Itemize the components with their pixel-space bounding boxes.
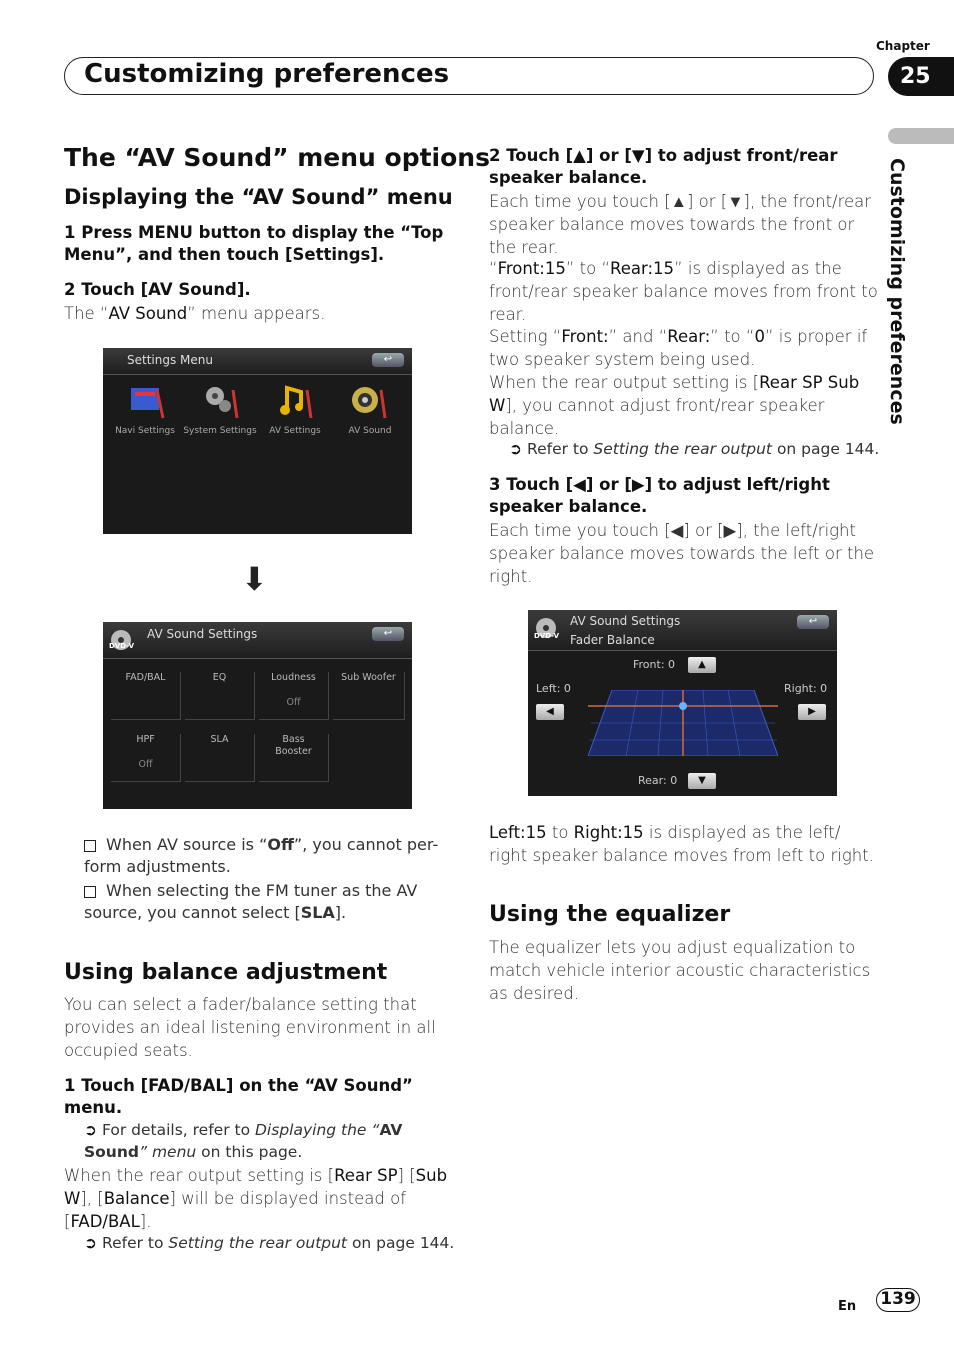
- left-button[interactable]: ◀: [536, 704, 564, 720]
- system-settings-label: System Settings: [183, 426, 257, 436]
- note-bullet-2: When selecting the FM tuner as the AV source, you cannot select [SLA].: [84, 881, 418, 922]
- av-settings-icon[interactable]: [275, 382, 315, 422]
- screen-subtitle: Fader Balance: [570, 633, 655, 647]
- system-settings-icon[interactable]: [201, 382, 241, 422]
- equalizer-text: The equalizer lets you adjust equalization to match vehicle interior acoustic characteristics as desired.: [489, 938, 871, 1003]
- av-sound-settings-screen: [103, 622, 412, 809]
- sla-button[interactable]: SLA: [185, 734, 255, 782]
- balance-ref-1: ➲ For details, refer to Displaying the “AV Sound” menu on this page.: [84, 1121, 403, 1161]
- note-bullet-1: When AV source is “Off”, you cannot per-form adjustments.: [84, 835, 439, 876]
- rear-value: Rear: 0: [638, 774, 678, 787]
- fader-balance-screen: [528, 610, 837, 796]
- right-para-6: Left:15 to Right:15 is displayed as the left/ right speaker balance moves from left to right.: [489, 823, 874, 865]
- balance-step-1: 1 Touch [FAD/BAL] on the “AV Sound” menu.: [64, 1076, 413, 1117]
- left-value: Left: 0: [536, 682, 571, 695]
- screen-title: Settings Menu: [127, 353, 213, 367]
- eq-button[interactable]: EQ: [185, 672, 255, 720]
- back-button[interactable]: ↩: [797, 615, 829, 629]
- right-para-3: Setting “Front:” and “Rear:” to “0” is proper if two speaker system being used.: [489, 327, 868, 369]
- right-para-1: Each time you touch [▲] or [▼], the front/rear speaker balance moves towards the front or the rear.: [489, 192, 872, 257]
- ref-arrow-icon: ➲: [84, 1234, 97, 1252]
- screen-title: AV Sound Settings: [147, 627, 258, 641]
- heading-equalizer: Using the equalizer: [489, 902, 731, 927]
- right-para-4: When the rear output setting is [Rear SP Sub W], you cannot adjust front/rear speaker balance.: [489, 373, 860, 438]
- right-step-3: 3 Touch [◀] or [▶] to adjust left/right speaker balance.: [489, 475, 830, 516]
- right-para-2: “Front:15” to “Rear:15” is displayed as the front/rear speaker balance moves from front to rear.: [489, 259, 878, 324]
- screen-title: AV Sound Settings: [570, 614, 681, 628]
- av-sound-icon[interactable]: [349, 382, 389, 422]
- section-title: Customizing preferences: [84, 59, 450, 89]
- source-badge: DVD-V: [109, 642, 134, 650]
- right-button[interactable]: ▶: [798, 704, 826, 720]
- screen-title-bar: [528, 610, 837, 651]
- bass-booster-button[interactable]: Bass Booster: [259, 734, 329, 782]
- checkbox-bullet-icon: [84, 840, 96, 852]
- front-value: Front: 0: [633, 658, 676, 671]
- fad-bal-button[interactable]: FAD/BAL: [111, 672, 181, 720]
- subheading-displaying: Displaying the “AV Sound” menu: [64, 185, 453, 209]
- side-title: Customizing preferences: [886, 158, 908, 425]
- checkbox-bullet-icon: [84, 886, 96, 898]
- av-settings-label: AV Settings: [269, 426, 321, 436]
- page-heading: The “AV Sound” menu options: [64, 143, 490, 172]
- front-up-button[interactable]: ▲: [688, 657, 716, 673]
- chapter-label: Chapter: [876, 39, 930, 53]
- rear-down-button[interactable]: ▼: [688, 773, 716, 789]
- loudness-button[interactable]: Loudness Off: [259, 672, 329, 720]
- page-number: 139: [876, 1288, 920, 1312]
- navi-settings-label: Navi Settings: [115, 426, 175, 436]
- back-button[interactable]: ↩: [372, 627, 404, 641]
- step-2: 2 Touch [AV Sound].: [64, 280, 251, 299]
- heading-balance: Using balance adjustment: [64, 960, 388, 985]
- rear-output-text: When the rear output setting is [Rear SP] [Sub W], [Balance] will be displayed instead of [FAD/BAL].: [64, 1166, 448, 1231]
- settings-menu-screen: [103, 348, 412, 534]
- right-step-2: 2 Touch [▲] or [▼] to adjust front/rear speaker balance.: [489, 146, 838, 187]
- side-tab: [888, 128, 954, 144]
- down-arrow-icon: ⬇: [241, 560, 268, 598]
- source-badge: DVD-V: [534, 632, 559, 640]
- av-sound-label: AV Sound: [348, 426, 392, 436]
- right-ref-1: ➲ Refer to Setting the rear output on page 144.: [509, 440, 880, 458]
- navi-settings-icon[interactable]: [127, 382, 167, 422]
- screen-title-bar: [103, 622, 412, 659]
- screen-title-bar: [103, 348, 412, 375]
- balance-ref-2: ➲ Refer to Setting the rear output on page 144.: [84, 1234, 455, 1252]
- right-value: Right: 0: [784, 682, 828, 695]
- right-para-5: Each time you touch [◀] or [▶], the left/right speaker balance moves towards the left or the right.: [489, 521, 875, 586]
- step-1: 1 Press MENU button to display the “Top Menu”, and then touch [Settings].: [64, 223, 444, 264]
- ref-arrow-icon: ➲: [84, 1121, 97, 1139]
- back-button[interactable]: ↩: [372, 353, 404, 367]
- hpf-button[interactable]: HPF Off: [111, 734, 181, 782]
- step-2-text: The “AV Sound” menu appears.: [64, 304, 326, 323]
- chapter-number: 25: [888, 57, 954, 96]
- ref-arrow-icon: ➲: [509, 440, 522, 458]
- language-label: En: [838, 1299, 857, 1314]
- sub-woofer-button[interactable]: Sub Woofer: [333, 672, 405, 720]
- balance-text: You can select a fader/balance setting that provides an ideal listening environment in all occupied seats.: [64, 995, 436, 1060]
- balance-grid: [588, 690, 778, 756]
